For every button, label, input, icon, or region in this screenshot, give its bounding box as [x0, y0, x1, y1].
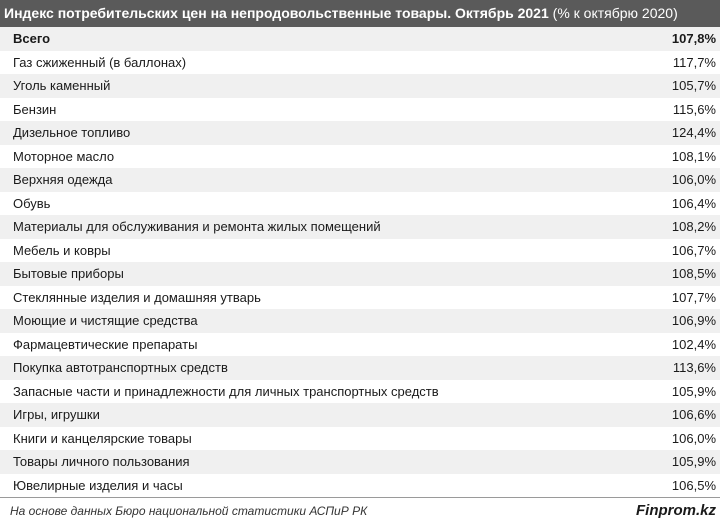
row-value: 117,7%	[672, 54, 716, 70]
row-label: Уголь каменный	[13, 78, 111, 94]
table-row-total	[0, 27, 720, 51]
source-note: На основе данных Бюро национальной статистики АСПиР РК	[10, 503, 368, 518]
row-label: Обувь	[13, 195, 51, 211]
row-label: Запасные части и принадлежности для личных транспортных средств	[13, 383, 439, 399]
row-label: Книги и канцелярские товары	[13, 430, 192, 446]
row-value: 102,4%	[671, 336, 716, 352]
table-row	[0, 51, 720, 75]
table-row	[0, 239, 720, 263]
row-value: 107,7%	[671, 289, 716, 305]
row-value: 107,8%	[671, 31, 716, 47]
table-row	[0, 192, 720, 216]
table-row	[0, 145, 720, 169]
table-row	[0, 403, 720, 427]
row-value: 106,6%	[671, 407, 716, 423]
table-row	[0, 356, 720, 380]
table-row	[0, 168, 720, 192]
chart-title: Индекс потребительских цен на непродовольственные товары. Октябрь 2021	[4, 5, 549, 21]
row-value: 106,7%	[671, 242, 716, 258]
row-label: Материалы для обслуживания и ремонта жилых помещений	[13, 219, 381, 235]
price-index-table	[0, 27, 720, 497]
chart-subtitle-text: (% к октябрю 2020)	[552, 5, 678, 21]
row-label: Покупка автотранспортных средств	[13, 360, 228, 376]
row-label: Ювелирные изделия и часы	[13, 477, 183, 493]
table-row	[0, 98, 720, 122]
row-label: Игры, игрушки	[13, 407, 100, 423]
row-label: Бензин	[13, 101, 57, 117]
row-label: Дизельное топливо	[13, 125, 131, 141]
row-label: Моторное масло	[13, 148, 115, 164]
row-label: Всего	[13, 31, 51, 47]
table-row	[0, 215, 720, 239]
row-value: 106,9%	[671, 313, 716, 329]
chart-footer	[0, 497, 720, 523]
table-row	[0, 309, 720, 333]
row-label: Стеклянные изделия и домашняя утварь	[13, 289, 261, 305]
row-value: 106,5%	[671, 477, 716, 493]
row-label: Товары личного пользования	[13, 454, 190, 470]
table-row	[0, 450, 720, 474]
table-row	[0, 380, 720, 404]
row-value: 105,7%	[671, 78, 716, 94]
table-row	[0, 121, 720, 145]
row-label: Газ сжиженный (в баллонах)	[13, 54, 187, 70]
row-value: 108,5%	[671, 266, 716, 282]
row-label: Мебель и ковры	[13, 242, 111, 258]
chart-subtitle	[553, 5, 678, 21]
table-row	[0, 427, 720, 451]
row-value: 124,4%	[671, 125, 716, 141]
row-label: Верхняя одежда	[13, 172, 113, 188]
row-label: Бытовые приборы	[13, 266, 124, 282]
row-value: 113,6%	[672, 360, 716, 376]
table-row	[0, 262, 720, 286]
row-label: Фармацевтические препараты	[13, 336, 198, 352]
row-value: 108,1%	[671, 148, 716, 164]
table-row	[0, 74, 720, 98]
brand-logo-text: Finprom.kz	[635, 502, 716, 519]
row-value: 106,0%	[671, 172, 716, 188]
row-label: Моющие и чистящие средства	[13, 313, 198, 329]
table-row	[0, 474, 720, 498]
row-value: 105,9%	[671, 383, 716, 399]
table-row	[0, 333, 720, 357]
row-value: 106,4%	[671, 195, 716, 211]
row-value: 105,9%	[671, 454, 716, 470]
row-value: 108,2%	[671, 219, 716, 235]
row-value: 106,0%	[671, 430, 716, 446]
chart-title-bar	[0, 0, 720, 27]
table-row	[0, 286, 720, 310]
row-value: 115,6%	[672, 101, 716, 117]
